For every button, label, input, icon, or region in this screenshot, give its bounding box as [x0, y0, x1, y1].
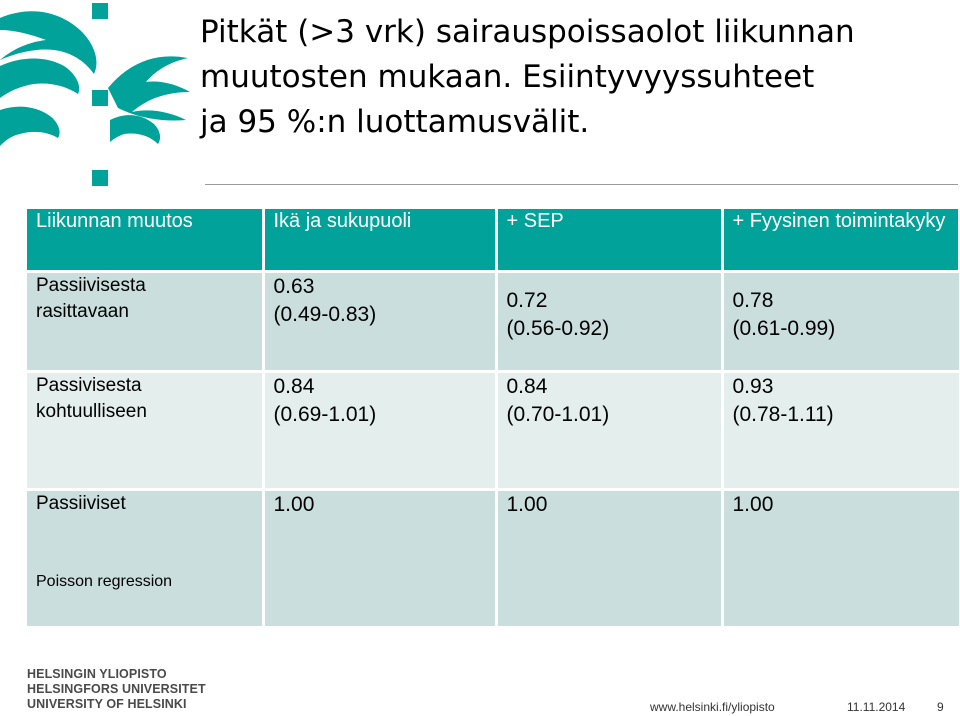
title-line: Pitkät (>3 vrk) sairauspoissaolot liikunnan [200, 14, 855, 50]
value-cell [722, 271, 959, 371]
row-label-line: Passiivisesta [36, 274, 146, 296]
university-flame-logo-icon [0, 0, 200, 190]
row-label-line: kohtuulliseen [36, 400, 147, 422]
table-row [27, 489, 959, 626]
rate-ratio: 1.00 [506, 492, 548, 516]
confidence-interval: (0.69-1.01) [273, 402, 377, 426]
row-label [27, 271, 263, 371]
title-line: muutosten mukaan. Esiintyvyyssuhteet [200, 59, 815, 95]
rate-ratio: 0.93 [732, 374, 774, 398]
value-cell [496, 271, 722, 371]
row-label-line: Passivisesta [36, 374, 142, 396]
table-header-row [27, 209, 959, 271]
wordmark-line: HELSINGIN YLIOPISTO [27, 667, 167, 681]
row-label [27, 489, 263, 626]
header-fyysinen-toimintakyky: + Fyysinen toimintakyky [722, 209, 959, 271]
rate-ratio: 0.84 [506, 374, 548, 398]
rate-ratio: 0.72 [506, 288, 548, 312]
header-liikunnan-muutos: Liikunnan muutos [27, 209, 263, 271]
results-table [27, 209, 960, 626]
header-ika-ja-sukupuoli: Ikä ja sukupuoli [263, 209, 496, 271]
wordmark-line: UNIVERSITY OF HELSINKI [27, 697, 187, 711]
table-row [27, 371, 959, 489]
table-row [27, 271, 959, 371]
row-label-line: rasittavaan [36, 300, 129, 322]
rate-ratio: 0.78 [732, 288, 774, 312]
rate-ratio: 0.63 [273, 274, 315, 298]
method-note: Poisson regression [36, 572, 173, 590]
value-cell [263, 271, 496, 371]
value-cell [722, 489, 959, 626]
confidence-interval: (0.78-1.11) [732, 402, 834, 426]
confidence-interval: (0.56-0.92) [506, 316, 610, 340]
title-line: ja 95 %:n luottamusvälit. [200, 104, 590, 140]
footer-url: www.helsinki.fi/yliopisto [650, 700, 775, 714]
rate-ratio: 1.00 [732, 492, 774, 516]
confidence-interval: (0.61-0.99) [732, 316, 836, 340]
row-label-line: Passiiviset [36, 492, 126, 514]
value-cell [263, 489, 496, 626]
rate-ratio: 0.84 [273, 374, 315, 398]
wordmark-line: HELSINGFORS UNIVERSITET [27, 682, 206, 696]
slide-title [200, 10, 940, 145]
header-sep: + SEP [496, 209, 722, 271]
university-wordmark [27, 667, 206, 712]
value-cell [722, 371, 959, 489]
rate-ratio: 1.00 [273, 492, 315, 516]
footer-date: 11.11.2014 [847, 700, 906, 714]
value-cell [496, 489, 722, 626]
value-cell [263, 371, 496, 489]
row-label [27, 371, 263, 489]
title-divider [205, 184, 958, 185]
confidence-interval: (0.49-0.83) [273, 302, 377, 326]
value-cell [496, 371, 722, 489]
confidence-interval: (0.70-1.01) [506, 402, 610, 426]
page-number: 9 [937, 700, 944, 714]
